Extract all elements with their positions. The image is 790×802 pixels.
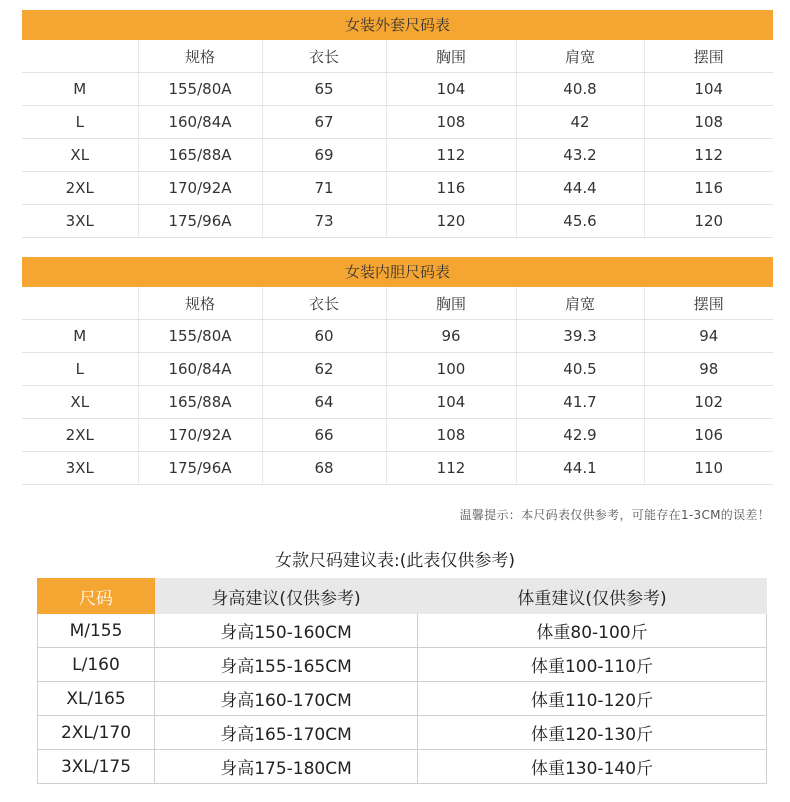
table-cell: 108 — [644, 106, 773, 139]
table-row — [22, 320, 773, 353]
table-cell: XL/165 — [38, 682, 155, 716]
table-cell: 104 — [386, 73, 516, 106]
table-cell: 112 — [386, 139, 516, 172]
table-cell: 身高175-180CM — [155, 750, 418, 784]
table-cell: 104 — [644, 73, 773, 106]
header-cell-height: 身高建议(仅供参考) — [155, 579, 418, 614]
table-cell: 2XL — [22, 172, 138, 205]
header-cell: 肩宽 — [516, 287, 644, 320]
header-cell: 肩宽 — [516, 40, 644, 73]
table-cell: 2XL/170 — [38, 716, 155, 750]
table-row — [22, 452, 773, 485]
table-cell: 2XL — [22, 419, 138, 452]
table-cell: 66 — [262, 419, 386, 452]
table-cell: 68 — [262, 452, 386, 485]
table-cell: 60 — [262, 320, 386, 353]
table-cell: L — [22, 106, 138, 139]
table-cell: 116 — [644, 172, 773, 205]
table-cell: 44.4 — [516, 172, 644, 205]
table-row — [38, 648, 767, 682]
table-cell: 108 — [386, 419, 516, 452]
table-cell: 170/92A — [138, 172, 262, 205]
table-cell: 73 — [262, 205, 386, 238]
table-cell: 160/84A — [138, 106, 262, 139]
table-cell: 69 — [262, 139, 386, 172]
table-row — [22, 353, 773, 386]
table-cell: 112 — [644, 139, 773, 172]
jacket-table-title: 女装外套尺码表 — [22, 10, 773, 40]
table-cell: 116 — [386, 172, 516, 205]
table-row — [22, 205, 773, 238]
header-cell: 衣长 — [262, 287, 386, 320]
table-cell: 175/96A — [138, 452, 262, 485]
table-cell: 71 — [262, 172, 386, 205]
table-cell: 40.8 — [516, 73, 644, 106]
table-cell: 155/80A — [138, 73, 262, 106]
liner-size-table — [22, 287, 773, 485]
table-row — [22, 386, 773, 419]
table-cell: 110 — [644, 452, 773, 485]
table-row — [22, 172, 773, 205]
table-cell: 170/92A — [138, 419, 262, 452]
table-header-row — [22, 40, 773, 73]
header-cell: 规格 — [138, 40, 262, 73]
header-cell: 规格 — [138, 287, 262, 320]
table-cell: 120 — [386, 205, 516, 238]
table-cell: 98 — [644, 353, 773, 386]
table-cell: 120 — [644, 205, 773, 238]
table-cell: 体重120-130斤 — [418, 716, 767, 750]
table-cell: 165/88A — [138, 386, 262, 419]
table-cell: M/155 — [38, 614, 155, 648]
table-cell: L/160 — [38, 648, 155, 682]
table-row — [38, 750, 767, 784]
table-cell: 体重80-100斤 — [418, 614, 767, 648]
table-cell: 62 — [262, 353, 386, 386]
table-header-row — [38, 579, 767, 614]
table-cell: XL — [22, 139, 138, 172]
table-row — [38, 682, 767, 716]
table-row — [22, 419, 773, 452]
table-cell: 身高165-170CM — [155, 716, 418, 750]
table-cell: XL — [22, 386, 138, 419]
table-cell: 身高150-160CM — [155, 614, 418, 648]
table-cell: 102 — [644, 386, 773, 419]
table-cell: 41.7 — [516, 386, 644, 419]
table-cell: M — [22, 320, 138, 353]
header-cell: 胸围 — [386, 287, 516, 320]
header-cell-size: 尺码 — [38, 579, 155, 614]
table-row — [38, 614, 767, 648]
recommend-table-title: 女款尺码建议表:(此表仅供参考) — [275, 551, 515, 571]
table-cell: 3XL — [22, 205, 138, 238]
table-cell: 106 — [644, 419, 773, 452]
header-cell: 摆围 — [644, 287, 773, 320]
recommend-table — [37, 578, 767, 784]
table-cell: 65 — [262, 73, 386, 106]
header-cell — [22, 287, 138, 320]
header-cell: 摆围 — [644, 40, 773, 73]
table-cell: 64 — [262, 386, 386, 419]
table-cell: 160/84A — [138, 353, 262, 386]
table-cell: 96 — [386, 320, 516, 353]
table-cell: 3XL — [22, 452, 138, 485]
header-cell: 衣长 — [262, 40, 386, 73]
table-header-row — [22, 287, 773, 320]
table-cell: 67 — [262, 106, 386, 139]
table-cell: 104 — [386, 386, 516, 419]
table-row — [22, 73, 773, 106]
table-cell: 175/96A — [138, 205, 262, 238]
table-cell: 44.1 — [516, 452, 644, 485]
table-cell: 40.5 — [516, 353, 644, 386]
table-row — [22, 106, 773, 139]
table-cell: 体重130-140斤 — [418, 750, 767, 784]
header-cell — [22, 40, 138, 73]
table-cell: 体重100-110斤 — [418, 648, 767, 682]
table-cell: 155/80A — [138, 320, 262, 353]
table-cell: 100 — [386, 353, 516, 386]
table-cell: 3XL/175 — [38, 750, 155, 784]
table-cell: 身高160-170CM — [155, 682, 418, 716]
table-cell: L — [22, 353, 138, 386]
table-row — [22, 139, 773, 172]
table-cell: 42.9 — [516, 419, 644, 452]
table-cell: 108 — [386, 106, 516, 139]
table-cell: M — [22, 73, 138, 106]
header-cell: 胸围 — [386, 40, 516, 73]
size-tip-note: 温馨提示：本尺码表仅供参考，可能存在1-3CM的误差！ — [459, 508, 770, 522]
liner-table-title: 女装内胆尺码表 — [22, 257, 773, 287]
table-cell: 45.6 — [516, 205, 644, 238]
table-cell: 身高155-165CM — [155, 648, 418, 682]
header-cell-weight: 体重建议(仅供参考) — [418, 579, 767, 614]
jacket-size-table — [22, 40, 773, 238]
table-row — [38, 716, 767, 750]
table-cell: 43.2 — [516, 139, 644, 172]
table-cell: 112 — [386, 452, 516, 485]
table-cell: 42 — [516, 106, 644, 139]
table-cell: 165/88A — [138, 139, 262, 172]
table-cell: 体重110-120斤 — [418, 682, 767, 716]
table-cell: 94 — [644, 320, 773, 353]
table-cell: 39.3 — [516, 320, 644, 353]
